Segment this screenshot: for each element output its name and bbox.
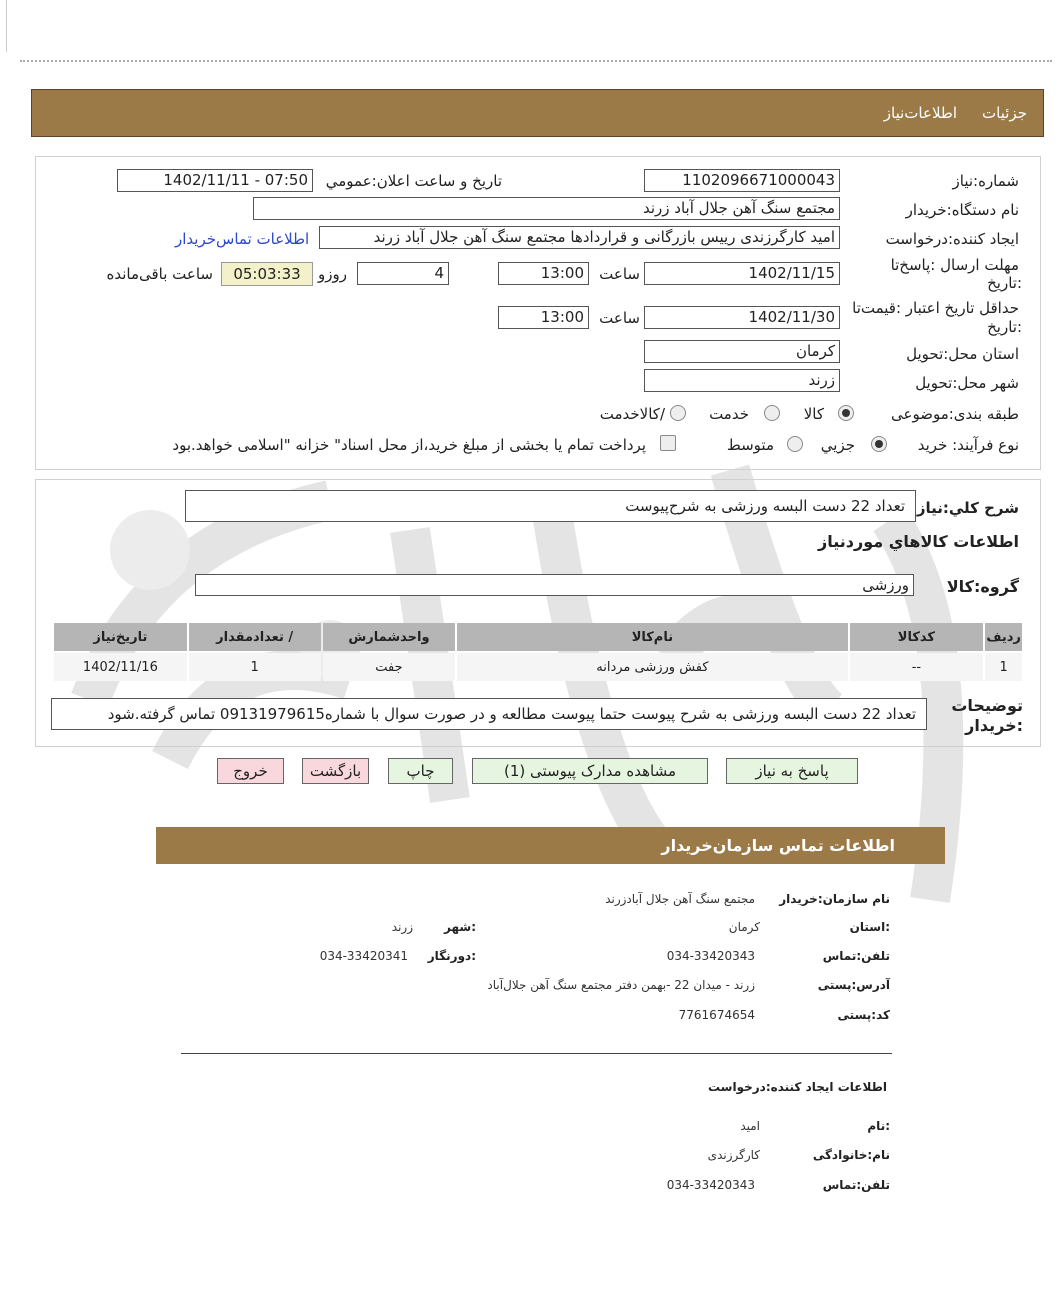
process-medium-label: متوسط: [726, 436, 774, 454]
top-divider: [20, 60, 1052, 62]
contact-address-label: آدرس:پستی: [817, 978, 890, 992]
contact-province-value: کرمان: [728, 920, 760, 934]
city-field: زرند: [644, 369, 840, 392]
deadline-time-field: 13:00: [498, 262, 589, 285]
col-code: کدکالا: [850, 623, 984, 651]
creator-family-value: کارگرزندی: [707, 1148, 760, 1162]
category-goods-label: کالا: [803, 405, 824, 423]
goods-table-header: [54, 623, 1022, 651]
buyer-org-field: مجتمع سنگ آهن جلال آباد زرند: [253, 197, 840, 220]
creator-family-label: نام:خانوادگی: [812, 1148, 890, 1162]
reply-button[interactable]: پاسخ به نیاز: [726, 758, 858, 784]
contact-phone-label: تلفن:تماس: [822, 949, 890, 963]
process-label: نوع فرآیند: خرید: [917, 436, 1019, 454]
deadline-time-label: ساعت: [599, 265, 640, 283]
col-name: نام‌کالا: [457, 623, 847, 651]
contact-fax-label: :دورنگار: [427, 949, 476, 963]
category-goods-radio[interactable]: [838, 405, 854, 421]
creator-info-heading: اطلاعات ایجاد کننده:درخواست: [707, 1080, 887, 1094]
cell-date: 1402/11/16: [54, 653, 187, 681]
col-unit: واحدشمارش: [323, 623, 456, 651]
remaining-label: ساعت باقی‌مانده: [106, 265, 213, 283]
cell-code: --: [850, 653, 984, 681]
category-service-radio[interactable]: [764, 405, 780, 421]
creator-name-label: :نام: [867, 1119, 890, 1133]
col-quantity: / تعدادمقدار: [189, 623, 321, 651]
announce-label: تاریخ و ساعت اعلان:عمومي: [325, 172, 502, 190]
goods-group-field: ورزشی: [195, 574, 914, 596]
creator-field: امید کارگرزندی رییس بازرگانی و قراردادها مجتمع سنگ آهن جلال آباد زرند: [319, 226, 840, 249]
contact-section-title: اطلاعات تماس سازمان‌خریدار: [661, 836, 895, 855]
print-button[interactable]: چاپ: [388, 758, 453, 784]
process-small-radio[interactable]: [871, 436, 887, 452]
validity-time-field: 13:00: [498, 306, 589, 329]
contact-postal-value: 7761674654: [678, 1008, 755, 1022]
need-number-field: 1102096671000043: [644, 169, 840, 192]
contact-org-value: مجتمع سنگ آهن جلال آبادزرند: [605, 892, 755, 906]
contact-org-label: نام سازمان:خریدار: [779, 892, 890, 906]
deadline-label: مهلت ارسال :پاسخ‌تا: [890, 256, 1019, 274]
buyer-notes-label-2: :خریدار: [965, 716, 1023, 735]
treasury-payment-note: پرداخت تمام یا بخشی از مبلغ خرید،از محل اسناد" خزانه "اسلامی خواهد.بود: [172, 436, 646, 454]
back-button[interactable]: بازگشت: [302, 758, 369, 784]
process-medium-radio[interactable]: [787, 436, 803, 452]
goods-heading: اطلاعات کالاهاي موردنیاز: [818, 532, 1019, 551]
contact-city-value: زرند: [391, 920, 413, 934]
contact-phone-value: 034-33420343: [666, 949, 755, 963]
days-field: 4: [357, 262, 449, 285]
city-label: شهر محل:تحویل: [915, 374, 1019, 392]
validity-label: حداقل تاریخ اعتبار :قیمت‌تا: [852, 299, 1019, 317]
contact-city-label: :شهر: [444, 920, 476, 934]
treasury-payment-checkbox[interactable]: [660, 435, 676, 451]
category-both-label: /کالاخدمت: [599, 405, 665, 423]
attachments-button[interactable]: مشاهده مدارک پیوستی (1): [472, 758, 708, 784]
buyer-notes-label: توضیحات: [951, 696, 1023, 715]
exit-button[interactable]: خروج: [217, 758, 284, 784]
cell-row: 1: [985, 653, 1022, 681]
contact-province-label: :استان: [849, 920, 890, 934]
days-label: روزو: [318, 265, 347, 283]
creator-label: ایجاد کننده:درخواست: [885, 230, 1019, 248]
process-small-label: جزیي: [820, 436, 855, 454]
contact-address-value: زرند - میدان 22 -بهمن دفتر مجتمع سنگ آهن جلال‌آباد: [487, 978, 755, 992]
header-bar: [31, 89, 1044, 137]
creator-phone-label: تلفن:تماس: [822, 1178, 890, 1192]
tab-need-info[interactable]: اطلاعات‌نیاز: [883, 104, 957, 122]
goods-table: [52, 621, 1024, 683]
category-both-radio[interactable]: [670, 405, 686, 421]
buyer-org-label: نام دستگاه:خریدار: [905, 201, 1019, 219]
buyer-notes-field: تعداد 22 دست البسه ورزشی به شرح پیوست حتما پیوست مطالعه و در صورت سوال با شماره09131979615 تماس گرفته.شود: [51, 698, 927, 730]
deadline-label-date: :تاریخ: [987, 274, 1022, 292]
validity-time-label: ساعت: [599, 309, 640, 327]
need-number-label: شماره:نیاز: [952, 172, 1019, 190]
goods-group-label: گروه:کالا: [946, 577, 1019, 596]
validity-date-field: 1402/11/30: [644, 306, 840, 329]
general-desc-label: شرح کلي:نیاز: [916, 499, 1019, 517]
category-label: طبقه بندی:موضوعی: [891, 405, 1019, 423]
province-field: کرمان: [644, 340, 840, 363]
announce-field: 1402/11/11 - 07:50: [117, 169, 313, 192]
province-label: استان محل:تحویل: [906, 345, 1019, 363]
contact-fax-value: 034-33420341: [319, 949, 408, 963]
creator-name-value: امید: [740, 1119, 760, 1133]
contact-divider: [181, 1053, 892, 1054]
cell-quantity: 1: [189, 653, 321, 681]
deadline-date-field: 1402/11/15: [644, 262, 840, 285]
contact-section-header: [156, 827, 945, 864]
category-service-label: خدمت: [709, 405, 749, 423]
contact-postal-label: کد:پستی: [837, 1008, 890, 1022]
validity-label-date: :تاریخ: [987, 318, 1022, 336]
table-row: [54, 653, 1022, 681]
tab-details[interactable]: جزئیات: [982, 104, 1027, 122]
remaining-timer: 05:03:33: [221, 262, 313, 286]
buyer-contact-link[interactable]: اطلاعات تماس‌خریدار: [175, 230, 310, 248]
page-left-border: [6, 0, 7, 52]
col-date: تاریخ‌نیاز: [54, 623, 187, 651]
general-desc-field: تعداد 22 دست البسه ورزشی به شرح‌پیوست: [185, 490, 916, 522]
cell-unit: جفت: [323, 653, 456, 681]
cell-name: کفش ورزشی مردانه: [457, 653, 847, 681]
col-row: ردیف: [985, 623, 1022, 651]
creator-phone-value: 034-33420343: [666, 1178, 755, 1192]
